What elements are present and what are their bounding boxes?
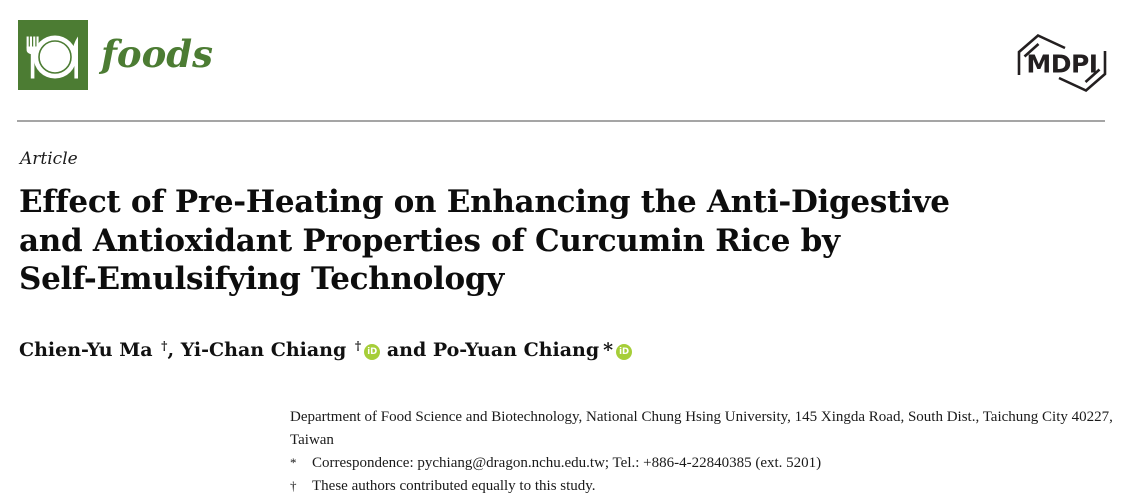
mdpi-logo bbox=[1014, 31, 1110, 95]
author-asterisk-marker: * bbox=[603, 339, 614, 361]
equal-contribution-line bbox=[290, 475, 1117, 498]
mdpi-wordmark: MDPI bbox=[1026, 49, 1098, 79]
equal-contribution-marker: † bbox=[290, 478, 297, 493]
title-line-1: Effect of Pre-Heating on Enhancing the Anti-Digestive bbox=[19, 184, 950, 220]
title-line-2: and Antioxidant Properties of Curcumin Rice by bbox=[19, 222, 840, 259]
correspondence-line bbox=[290, 452, 1117, 475]
header-divider bbox=[17, 120, 1105, 122]
author-separator: , bbox=[167, 339, 175, 361]
foods-journal-logo-icon bbox=[18, 20, 88, 90]
orcid-icon[interactable]: iD bbox=[616, 344, 632, 360]
orcid-icon[interactable]: iD bbox=[364, 344, 380, 360]
author-name: Chien-Yu Ma bbox=[19, 339, 153, 361]
author-name: Yi-Chan Chiang bbox=[180, 339, 347, 361]
journal-name: foods bbox=[101, 32, 213, 76]
affiliation-text: Department of Food Science and Biotechnology, National Chung Hsing University, 145 Xingda Road, South Dist., Taichung City 40227, Taiwan bbox=[290, 409, 1113, 448]
article-type-label: Article bbox=[20, 149, 78, 169]
page-title bbox=[19, 183, 999, 299]
affiliation-block bbox=[290, 406, 1117, 498]
author-dagger-marker: † bbox=[161, 339, 168, 353]
correspondence-marker: * bbox=[290, 455, 297, 470]
authors-line bbox=[19, 339, 632, 361]
title-line-3: Self-Emulsifying Technology bbox=[19, 261, 504, 297]
correspondence-text: Correspondence: pychiang@dragon.nchu.edu.tw; Tel.: +886-4-22840385 (ext. 5201) bbox=[312, 455, 822, 471]
author-separator: and bbox=[386, 339, 427, 361]
equal-contribution-text: These authors contributed equally to this study. bbox=[312, 478, 596, 494]
author-dagger-marker: † bbox=[354, 339, 362, 353]
author-name: Po-Yuan Chiang bbox=[432, 339, 600, 361]
